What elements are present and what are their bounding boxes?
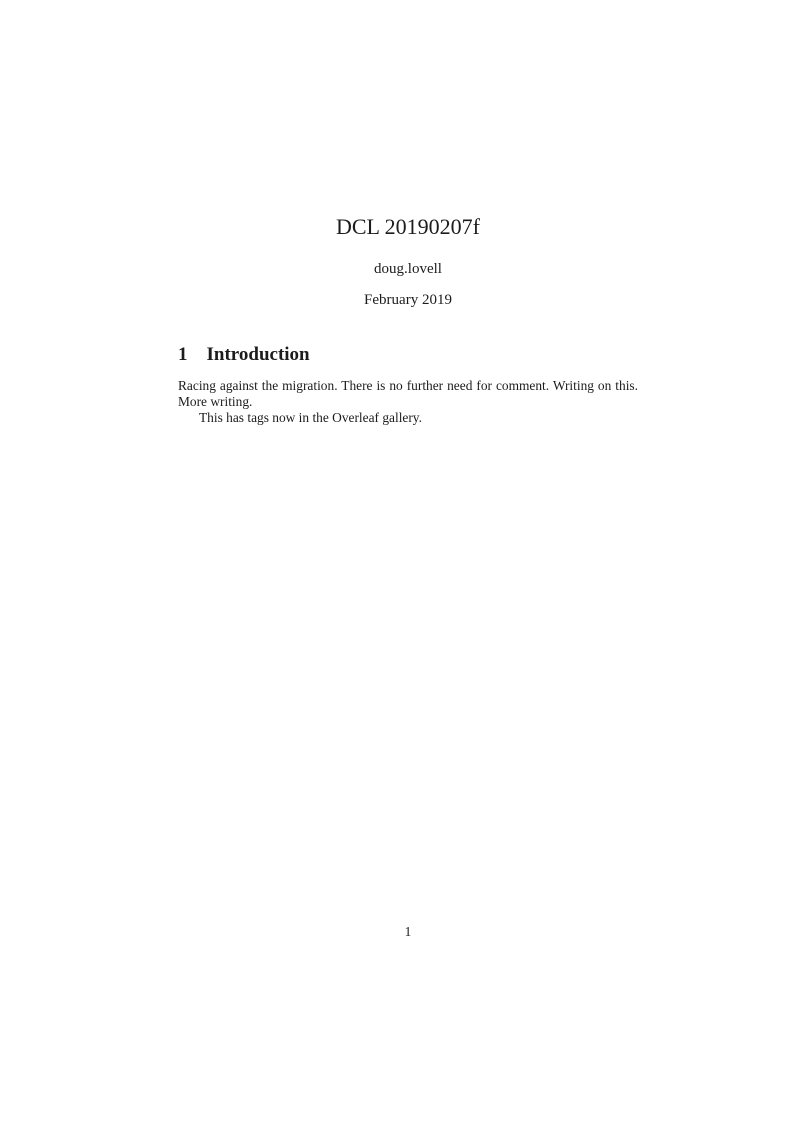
body-paragraph: Racing against the migration. There is no further need for comment. Writing on this. More writing. — [178, 378, 638, 409]
body-paragraph: This has tags now in the Overleaf gallery. — [199, 410, 422, 425]
section-title: Introduction — [206, 344, 310, 365]
section-number: 1 — [178, 344, 188, 365]
document-date: February 2019 — [364, 292, 452, 308]
document-author: doug.lovell — [374, 261, 442, 277]
section-heading — [178, 344, 638, 366]
document-title: DCL 20190207f — [335, 214, 480, 239]
document-body — [178, 378, 638, 426]
page-number: 1 — [404, 924, 412, 939]
